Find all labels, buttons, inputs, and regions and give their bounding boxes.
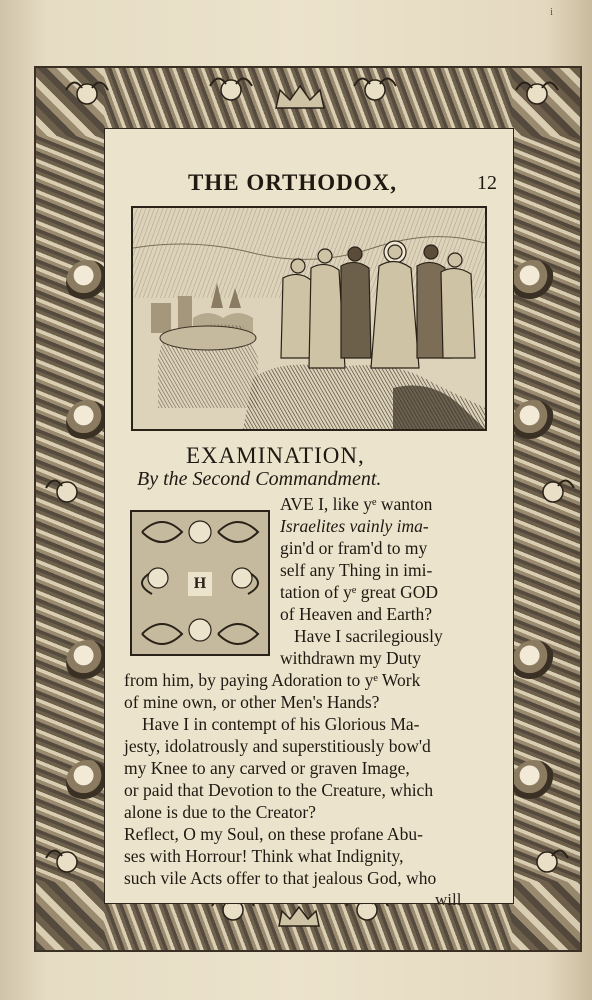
body-line: ses with Horrour! Think what Indignity,: [124, 846, 404, 866]
body-line: withdrawn my Duty: [280, 648, 421, 668]
rose-ornament: [512, 760, 556, 804]
drop-cap-letter: H: [188, 572, 212, 596]
body-line: Have I in contempt of his Glorious Ma-: [142, 714, 420, 734]
rose-ornament: [512, 260, 556, 304]
body-line: alone is due to the Creator?: [124, 802, 316, 822]
catchword: will: [435, 890, 462, 909]
body-line: AVE I, like yᵉ wanton: [280, 494, 433, 514]
body-line: Israelites vainly ima-: [280, 516, 429, 536]
body-line: Have I sacrilegiously: [294, 626, 443, 646]
cherub-ornament-top-center-left: [204, 68, 258, 108]
rose-ornament: [512, 400, 556, 444]
section-heading: EXAMINATION,: [186, 443, 365, 468]
body-line: jesty, idolatrously and superstitiously bow'd: [124, 736, 431, 756]
body-line: Reflect, O my Soul, on these profane Abu-: [124, 824, 423, 844]
body-line: such vile Acts offer to that jealous God, who: [124, 868, 437, 888]
page-number: 12: [477, 172, 497, 194]
rose-ornament: [512, 640, 556, 684]
cherub-ornament-bottom-left: [40, 840, 94, 880]
body-line: from him, by paying Adoration to yᵉ Work: [124, 670, 421, 690]
crown-ornament-bottom: [274, 904, 324, 930]
cherub-ornament-top-left: [60, 72, 114, 112]
cherub-ornament-top-right: [510, 72, 564, 112]
body-line: of Heaven and Earth?: [280, 604, 433, 624]
cherub-ornament-top-center-right: [348, 68, 402, 108]
body-line: or paid that Devotion to the Creature, which: [124, 780, 434, 800]
engraving-illustration: [131, 206, 487, 431]
body-line: tation of yᵉ great GOD: [280, 582, 439, 602]
cherub-ornament-left: [40, 470, 94, 510]
corner-mark: i: [550, 6, 554, 18]
crown-ornament: [270, 82, 330, 112]
section-subheading: By the Second Commandment.: [137, 468, 382, 490]
body-line: my Knee to any carved or graven Image,: [124, 758, 410, 778]
decorated-initial: [130, 510, 270, 656]
engraving-scene: [133, 208, 485, 429]
cherub-ornament-right: [526, 470, 580, 510]
body-line: of mine own, or other Men's Hands?: [124, 692, 380, 712]
running-title: THE ORTHODOX,: [188, 170, 397, 195]
body-line: self any Thing in imi-: [280, 560, 433, 580]
cherub-ornament-bottom-right: [520, 840, 574, 880]
body-line: gin'd or fram'd to my: [280, 538, 428, 558]
